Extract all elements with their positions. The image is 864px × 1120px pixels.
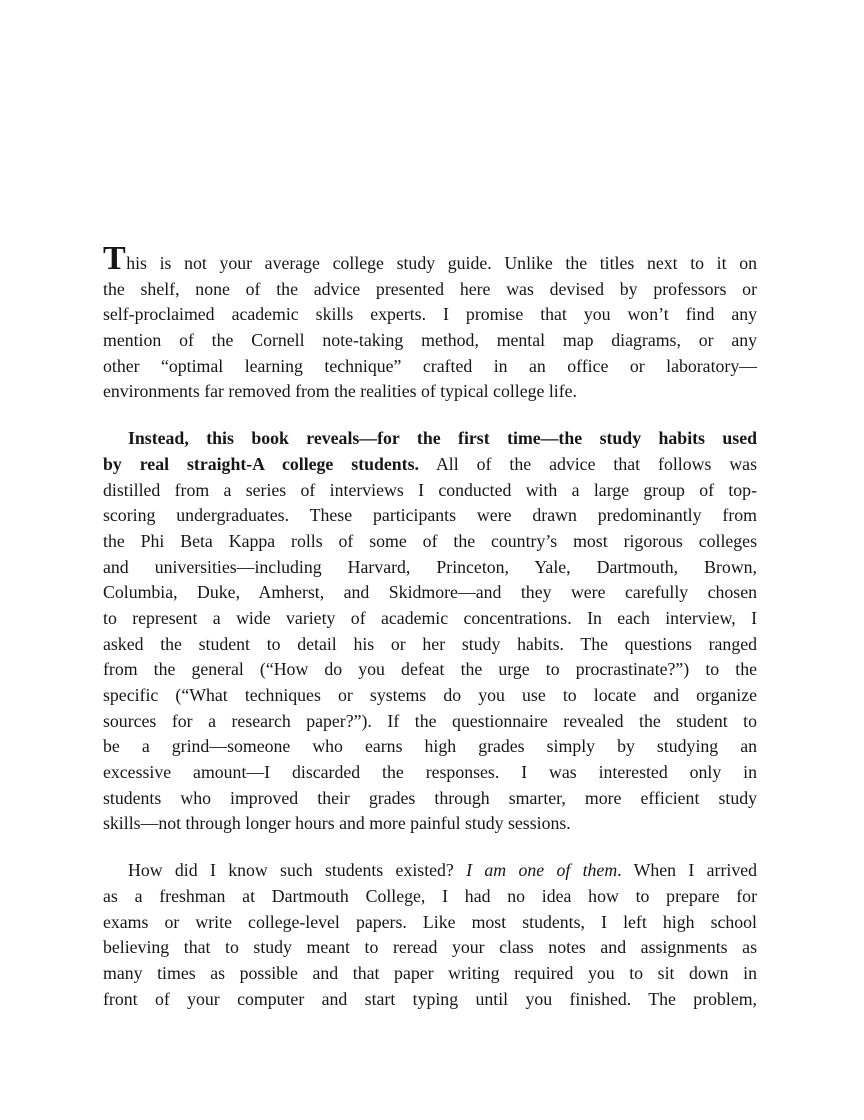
- text-line: [103, 935, 757, 961]
- text-line: [103, 961, 757, 987]
- text-segment-normal: as a freshman at Dartmouth College, I had no idea how to prepare for: [103, 885, 757, 906]
- text-segment-normal: asked the student to detail his or her study habits. The questions ranged: [103, 633, 757, 654]
- text-line: [103, 786, 757, 812]
- text-line: [103, 580, 757, 606]
- text-segment-normal: How did I know such students existed?: [128, 860, 467, 881]
- text-segment-italic: I am one of them: [466, 860, 618, 881]
- text-segment-bold: by real straight-A college students.: [103, 453, 419, 474]
- paragraph-2: [103, 426, 757, 837]
- text-line: [103, 478, 757, 504]
- text-segment-normal: front of your computer and start typing until you finished. The problem,: [103, 988, 757, 1009]
- text-segment-normal: the Phi Beta Kappa rolls of some of the country’s most rigorous colleges: [103, 530, 757, 551]
- text-line: [103, 858, 757, 884]
- text-line: [103, 379, 757, 405]
- text-line: [103, 709, 757, 735]
- text-line: [103, 503, 757, 529]
- text-line: [103, 987, 757, 1013]
- text-segment-normal: sources for a research paper?”). If the questionnaire revealed the student to: [103, 710, 757, 731]
- text-segment-normal: . When I arrived: [617, 860, 757, 881]
- text-line: [103, 555, 757, 581]
- text-line: [103, 884, 757, 910]
- text-segment-normal: skills—not through longer hours and more painful study sessions.: [103, 813, 571, 834]
- text-segment-normal: scoring undergraduates. These participants were drawn predominantly from: [103, 505, 757, 526]
- text-segment-normal: distilled from a series of interviews I conducted with a large group of top-: [103, 479, 757, 500]
- text-line: [103, 426, 757, 452]
- text-segment-normal: his is not your average college study guide. Unlike the titles next to it on: [126, 253, 757, 273]
- text-line: [103, 354, 757, 380]
- text-segment-normal: environments far removed from the realities of typical college life.: [103, 381, 577, 402]
- text-segment-normal: the shelf, none of the advice presented here was devised by professors or: [103, 278, 757, 299]
- text-segment-bold: Instead, this book reveals—for the first time—the study habits used: [128, 428, 757, 449]
- text-segment-normal: many times as possible and that paper writing required you to sit down in: [103, 962, 757, 983]
- text-line: [103, 529, 757, 555]
- text-segment-normal: from the general (“How do you defeat the urge to procrastinate?”) to the: [103, 659, 757, 680]
- text-line: [103, 632, 757, 658]
- text-segment-normal: to represent a wide variety of academic concentrations. In each interview, I: [103, 607, 757, 628]
- text-segment-normal: excessive amount—I discarded the responses. I was interested only in: [103, 762, 757, 783]
- text-segment-normal: other “optimal learning technique” crafted in an office or laboratory—: [103, 355, 757, 376]
- text-line: [103, 606, 757, 632]
- text-segment-normal: All of the advice that follows was: [418, 453, 757, 474]
- text-line: [103, 328, 757, 354]
- text-segment-normal: exams or write college-level papers. Like most students, I left high school: [103, 911, 757, 932]
- text-line: [103, 734, 757, 760]
- paragraph-1: [103, 240, 757, 405]
- text-segment-normal: be a grind—someone who earns high grades simply by studying an: [103, 736, 757, 757]
- text-line: [103, 277, 757, 303]
- text-line: [103, 683, 757, 709]
- text-segment-normal: mention of the Cornell note-taking method, mental map diagrams, or any: [103, 330, 757, 351]
- drop-cap: T: [103, 240, 127, 277]
- text-segment-normal: specific (“What techniques or systems do you use to locate and organize: [103, 685, 757, 705]
- text-line: [103, 760, 757, 786]
- text-segment-normal: and universities—including Harvard, Princeton, Yale, Dartmouth, Brown,: [103, 556, 757, 577]
- paragraph-3: [103, 858, 757, 1012]
- text-line: [103, 811, 757, 837]
- text-segment-normal: believing that to study meant to reread your class notes and assignments as: [103, 937, 757, 958]
- text-segment-normal: students who improved their grades through smarter, more efficient study: [103, 787, 757, 808]
- text-line: [103, 302, 757, 328]
- text-line: [103, 452, 757, 478]
- text-segment-normal: Columbia, Duke, Amherst, and Skidmore—and they were carefully chosen: [103, 582, 757, 603]
- text-line: [103, 657, 757, 683]
- text-line: [103, 240, 757, 277]
- page-text-block: [103, 240, 757, 1012]
- text-line: [103, 910, 757, 936]
- text-segment-normal: self-proclaimed academic skills experts. I promise that you won’t find any: [103, 304, 757, 325]
